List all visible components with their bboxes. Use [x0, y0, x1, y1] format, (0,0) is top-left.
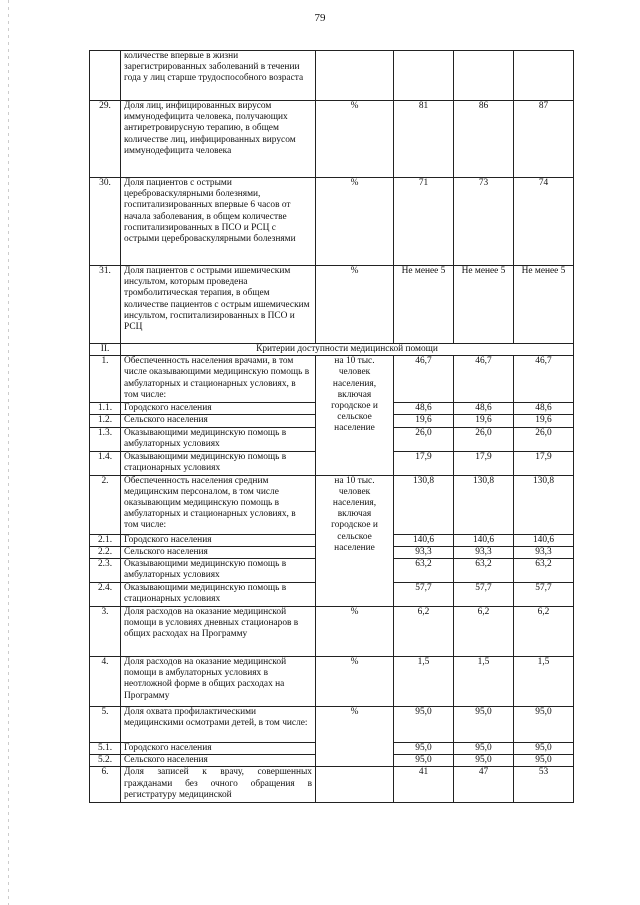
indicator-name: Оказывающими медицинскую помощь в стационарных условиях [121, 583, 316, 607]
value-2019: 1,5 [394, 657, 454, 707]
row-number: 1.3. [90, 427, 121, 451]
indicator-name: Доля расходов на оказание медицинской помощи в условиях дневных стационаров в общих расходах на Программу [121, 607, 316, 657]
indicator-name: Доля лиц, инфицированных вирусом иммунодефицита человека, получающих антиретровирусную терапию, в общем количестве лиц, инфицированных вирусом иммунодефицита человека [121, 101, 316, 178]
value-2021: 48,6 [514, 403, 574, 415]
value-2021: 6,2 [514, 607, 574, 657]
value-2020: 95,0 [454, 743, 514, 755]
value-2019: 63,2 [394, 559, 454, 583]
value-2019: 6,2 [394, 607, 454, 657]
value-2020: 48,6 [454, 403, 514, 415]
indicator-name: Доля охвата профилактическими медицинскими осмотрами детей, в том числе: [121, 707, 316, 743]
row-number: 1.2. [90, 415, 121, 427]
value-2021: 95,0 [514, 743, 574, 755]
table-row [90, 707, 574, 743]
value-2021: 95,0 [514, 707, 574, 743]
table-row [90, 356, 574, 403]
table-row [90, 101, 574, 178]
value-2019: 140,6 [394, 534, 454, 546]
value-2019 [394, 51, 454, 101]
value-2020: 86 [454, 101, 514, 178]
value-2019: 19,6 [394, 415, 454, 427]
value-2020: 17,9 [454, 451, 514, 475]
value-2021 [514, 51, 574, 101]
value-2021: 140,6 [514, 534, 574, 546]
value-2019: 130,8 [394, 475, 454, 534]
indicator-table [89, 50, 574, 803]
value-2020 [454, 51, 514, 101]
indicator-name: Обеспеченность населения средним медицинским персоналом, в том числе оказывающим медицинскую помощь в амбулаторных и стационарных условиях, в том числе: [121, 475, 316, 534]
value-2019: 26,0 [394, 427, 454, 451]
value-2020: 73 [454, 178, 514, 266]
table-row [90, 178, 574, 266]
section-number: II. [90, 344, 121, 356]
indicator-name: количестве впервые в жизни зарегистрированных заболеваний в течении года у лиц старше трудоспособного возраста [121, 51, 316, 101]
row-number: 1.1. [90, 403, 121, 415]
table-row [90, 657, 574, 707]
unit-cell: на 10 тыс. человек населения, включая городское и сельское население [316, 356, 394, 475]
row-number: 2.3. [90, 559, 121, 583]
value-2020: 1,5 [454, 657, 514, 707]
section-title: Критерии доступности медицинской помощи [121, 344, 574, 356]
row-number: 5.2. [90, 755, 121, 767]
unit-cell: % [316, 266, 394, 344]
value-2020: 26,0 [454, 427, 514, 451]
value-2020: 93,3 [454, 546, 514, 558]
row-number [90, 51, 121, 101]
row-number: 2.2. [90, 546, 121, 558]
indicator-name: Сельского населения [121, 755, 316, 767]
value-2021: 57,7 [514, 583, 574, 607]
value-2019: 95,0 [394, 743, 454, 755]
value-2021: 130,8 [514, 475, 574, 534]
unit-cell: на 10 тыс. человек населения, включая городское и сельское население [316, 475, 394, 606]
indicator-name: Доля записей к врачу, совершенных гражданами без очного обращения в регистратуру медицинской [121, 767, 316, 803]
indicator-name: Обеспеченность населения врачами, в том числе оказывающими медицинскую помощь в амбулаторных и стационарных условиях, в том числе: [121, 356, 316, 403]
value-2020: 6,2 [454, 607, 514, 657]
unit-cell [316, 767, 394, 803]
value-2019: 41 [394, 767, 454, 803]
row-number: 5. [90, 707, 121, 743]
row-number: 3. [90, 607, 121, 657]
indicator-name: Городского населения [121, 403, 316, 415]
table-row [90, 475, 574, 534]
indicator-name: Доля пациентов с острыми ишемическим инсультом, которым проведена тромболитическая терапия, в общем количестве пациентов с острым ишемическим инсультом, госпитализированных в ПСО и РСЦ [121, 266, 316, 344]
indicator-name: Городского населения [121, 534, 316, 546]
value-2020: 57,7 [454, 583, 514, 607]
row-number: 5.1. [90, 743, 121, 755]
row-number: 1. [90, 356, 121, 403]
row-number: 29. [90, 101, 121, 178]
value-2019: 81 [394, 101, 454, 178]
row-number: 31. [90, 266, 121, 344]
value-2021: 26,0 [514, 427, 574, 451]
value-2020: 140,6 [454, 534, 514, 546]
row-number: 2.1. [90, 534, 121, 546]
value-2021: Не менее 5 [514, 266, 574, 344]
value-2019: 17,9 [394, 451, 454, 475]
unit-cell: % [316, 657, 394, 707]
value-2019: 48,6 [394, 403, 454, 415]
value-2021: 17,9 [514, 451, 574, 475]
row-number: 30. [90, 178, 121, 266]
value-2021: 74 [514, 178, 574, 266]
value-2021: 93,3 [514, 546, 574, 558]
value-2021: 53 [514, 767, 574, 803]
unit-cell: % [316, 707, 394, 767]
indicator-name: Оказывающими медицинскую помощь в амбулаторных условиях [121, 559, 316, 583]
value-2021: 87 [514, 101, 574, 178]
row-number: 2. [90, 475, 121, 534]
value-2020: Не менее 5 [454, 266, 514, 344]
indicator-name: Оказывающими медицинскую помощь в амбулаторных условиях [121, 427, 316, 451]
unit-cell: % [316, 607, 394, 657]
indicator-name: Доля расходов на оказание медицинской помощи в амбулаторных условиях в неотложной форме в общих расходах на Программу [121, 657, 316, 707]
row-number: 1.4. [90, 451, 121, 475]
indicator-name: Доля пациентов с острыми цереброваскулярными болезнями, госпитализированных впервые 6 часов от начала заболевания, в общем количестве госпитализированных в ПСО и РСЦ с острыми цереброваскулярными болезнями [121, 178, 316, 266]
value-2020: 47 [454, 767, 514, 803]
value-2020: 95,0 [454, 755, 514, 767]
value-2019: 71 [394, 178, 454, 266]
value-2021: 19,6 [514, 415, 574, 427]
unit-cell: % [316, 101, 394, 178]
value-2019: 46,7 [394, 356, 454, 403]
table-row [90, 607, 574, 657]
value-2020: 95,0 [454, 707, 514, 743]
page-number: 79 [314, 12, 326, 24]
indicator-name: Сельского населения [121, 546, 316, 558]
indicator-name: Городского населения [121, 743, 316, 755]
value-2019: 95,0 [394, 755, 454, 767]
value-2020: 46,7 [454, 356, 514, 403]
value-2020: 63,2 [454, 559, 514, 583]
row-number: 4. [90, 657, 121, 707]
value-2021: 1,5 [514, 657, 574, 707]
table-row [90, 266, 574, 344]
table-row [90, 767, 574, 803]
value-2019: 95,0 [394, 707, 454, 743]
row-number: 6. [90, 767, 121, 803]
table-row [90, 51, 574, 101]
value-2020: 130,8 [454, 475, 514, 534]
value-2021: 95,0 [514, 755, 574, 767]
value-2019: Не менее 5 [394, 266, 454, 344]
unit-cell: % [316, 178, 394, 266]
indicator-name: Сельского населения [121, 415, 316, 427]
value-2020: 19,6 [454, 415, 514, 427]
value-2021: 63,2 [514, 559, 574, 583]
section-row [90, 344, 574, 356]
value-2021: 46,7 [514, 356, 574, 403]
value-2019: 93,3 [394, 546, 454, 558]
row-number: 2.4. [90, 583, 121, 607]
value-2019: 57,7 [394, 583, 454, 607]
binder-holes [8, 0, 9, 905]
unit-cell [316, 51, 394, 101]
indicator-name: Оказывающими медицинскую помощь в стационарных условиях [121, 451, 316, 475]
